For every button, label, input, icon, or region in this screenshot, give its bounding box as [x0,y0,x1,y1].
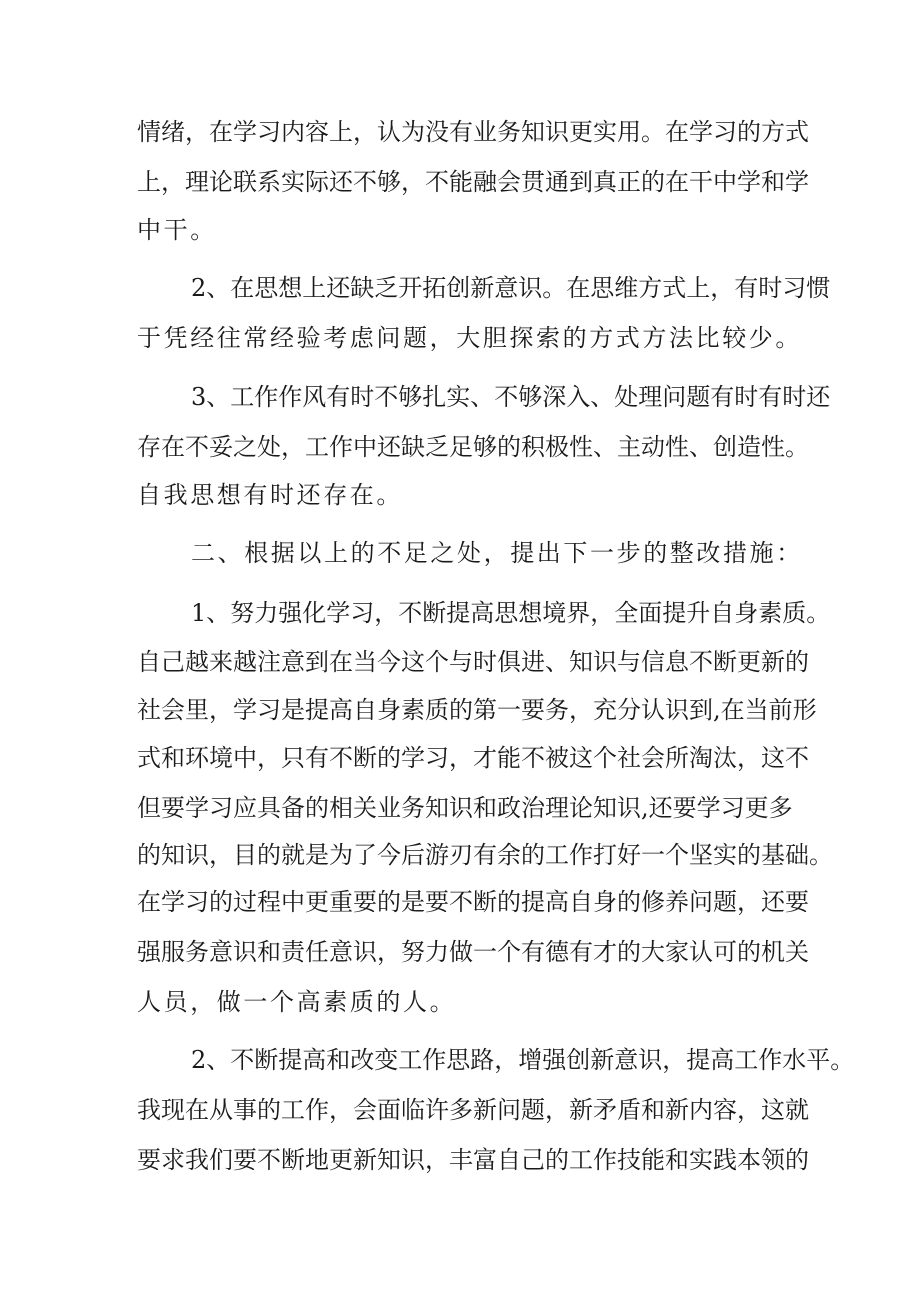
text-line: 1、努力强化学习，不断提高思想境界，全面提升自身素质。 [191,599,831,627]
text-line: 在学习的过程中更重要的是要不断的提高自身的修养问题，还要 [137,888,809,916]
text-line: 我现在从事的工作，会面临许多新问题，新矛盾和新内容，这就 [137,1096,809,1124]
text-line: 但要学习应具备的相关业务知识和政治理论知识,还要学习更多 [137,794,793,822]
text-line: 于凭经往常经验考虑问题，大胆探索的方式方法比较少。 [137,324,802,352]
text-line: 社会里，学习是提高自身素质的第一要务，充分认识到,在当前形 [137,696,817,724]
text-line: 要求我们要不断地更新知识，丰富自己的工作技能和实践本领的 [137,1146,809,1174]
text-line: 自己越来越注意到在当今这个与时俱进、知识与信息不断更新的 [137,648,809,676]
text-line: 2、不断提高和改变工作思路，增强创新意识，提高工作水平。 [191,1046,855,1074]
text-line: 强服务意识和责任意识，努力做一个有德有才的大家认可的机关 [137,938,809,966]
text-line: 情绪，在学习内容上，认为没有业务知识更实用。在学习的方式 [137,118,809,146]
text-line: 2、在思想上还缺乏开拓创新意识。在思维方式上，有时习惯 [191,274,831,302]
text-line: 式和环境中，只有不断的学习，才能不被这个社会所淘汰，这不 [137,744,809,772]
text-line: 存在不妥之处，工作中还缺乏足够的积极性、主动性、创造性。 [137,433,809,461]
text-line: 中干。 [137,216,217,244]
text-line: 3、工作作风有时不够扎实、不够深入、处理问题有时有时还 [191,383,831,411]
text-line: 的知识，目的就是为了今后游刃有余的工作打好一个坚实的基础。 [137,841,833,869]
text-line: 人员，做一个高素质的人。 [137,988,457,1016]
text-line: 自我思想有时还存在。 [137,481,403,509]
text-line: 二、根据以上的不足之处，提出下一步的整改措施： [191,539,803,567]
text-line: 上，理论联系实际还不够，不能融会贯通到真正的在干中学和学 [137,168,809,196]
